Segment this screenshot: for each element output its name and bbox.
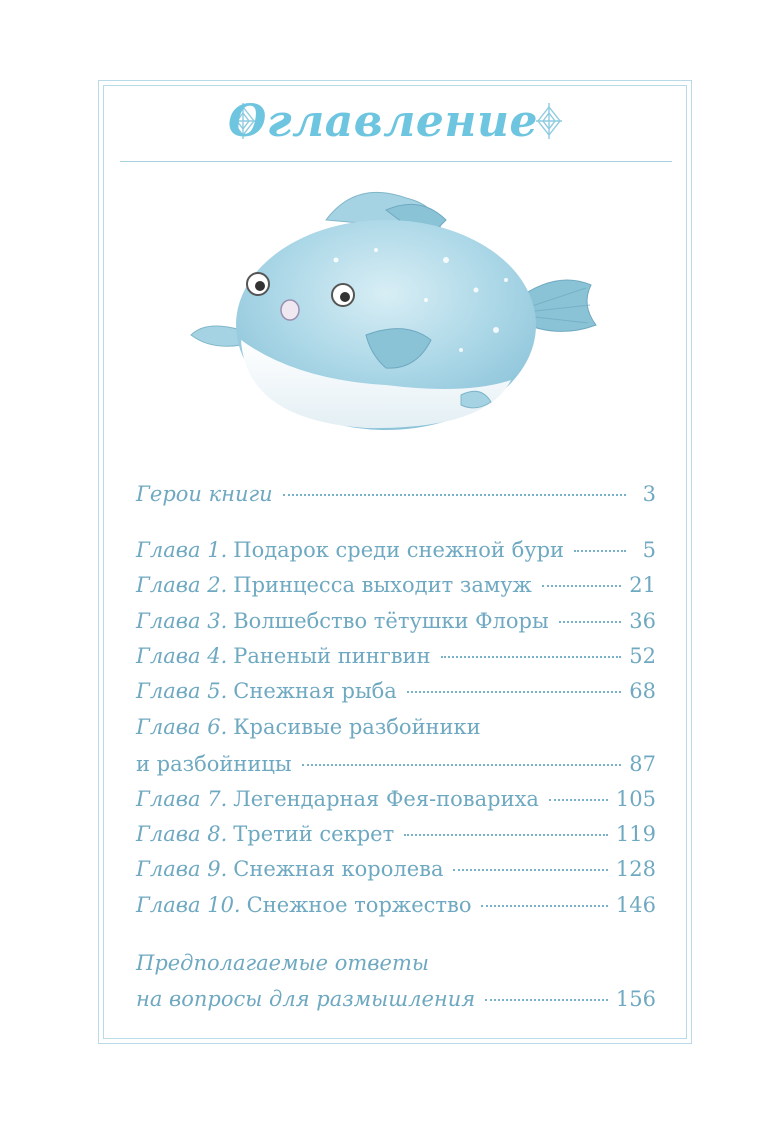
toc-chapter-label: Глава 8. (136, 822, 228, 846)
toc-row-chapter-4[interactable] (136, 644, 656, 674)
toc-page: 146 (615, 893, 656, 917)
toc-chapter-label: Глава 5. (136, 679, 228, 703)
toc-page: 36 (629, 609, 656, 633)
toc-page: 3 (642, 482, 656, 506)
toc-leader (283, 493, 626, 496)
toc-page: 105 (615, 787, 656, 811)
page-title: Оглавление (228, 96, 538, 147)
toc-row-chapter-6[interactable] (136, 715, 656, 745)
toc-chapter-title: Третий секрет (233, 822, 395, 846)
toc-row-chapter-9[interactable] (136, 857, 656, 887)
toc-chapter-title: Подарок среди снежной бури (233, 538, 565, 562)
toc-title: Герои книги (136, 482, 273, 506)
toc-page: 128 (615, 857, 656, 881)
toc-chapter-title: Красивые разбойники (233, 715, 481, 739)
toc-leader (453, 868, 607, 871)
toc-chapter-title-cont: и разбойницы (136, 752, 292, 776)
toc-page: 156 (615, 987, 656, 1011)
toc-row-chapter-10[interactable] (136, 893, 656, 923)
toc-chapter-label: Глава 4. (136, 644, 228, 668)
toc-chapter-title: Принцесса выходит замуж (233, 573, 532, 597)
toc-page: 21 (629, 573, 656, 597)
toc-row-heroes[interactable] (136, 482, 656, 512)
toc-page: 5 (642, 538, 656, 562)
toc-chapter-label: Глава 6. (136, 715, 228, 739)
toc-answers-line1: Предполагаемые ответы (136, 951, 429, 975)
toc-leader (559, 620, 622, 623)
toc-leader (542, 584, 621, 587)
toc-row-chapter-8[interactable] (136, 822, 656, 852)
toc-chapter-title: Снежная рыба (233, 679, 397, 703)
toc-row-chapter-2[interactable] (136, 573, 656, 603)
toc-chapter-title: Снежная королева (233, 857, 444, 881)
toc-leader (407, 690, 621, 693)
toc-page: 52 (629, 644, 656, 668)
toc-row-chapter-6-cont[interactable] (136, 752, 656, 782)
toc-chapter-label: Глава 2. (136, 573, 228, 597)
toc-leader (404, 833, 608, 836)
toc-row-chapter-5[interactable] (136, 679, 656, 709)
toc-chapter-label: Глава 1. (136, 538, 228, 562)
toc-row-chapter-1[interactable] (136, 538, 656, 568)
toc-chapter-title: Раненый пингвин (233, 644, 431, 668)
toc-chapter-label: Глава 3. (136, 609, 228, 633)
snow-fish-illustration (186, 180, 606, 440)
toc-chapter-label: Глава 7. (136, 787, 228, 811)
toc-chapter-title: Снежное торжество (246, 893, 472, 917)
toc-row-chapter-7[interactable] (136, 787, 656, 817)
toc-leader (574, 549, 626, 552)
toc-page: 68 (629, 679, 656, 703)
title-divider (120, 161, 672, 162)
toc-row-answers-cont[interactable] (136, 987, 656, 1017)
toc-chapter-title: Легендарная Фея-повариха (233, 787, 539, 811)
toc-row-chapter-3[interactable] (136, 609, 656, 639)
toc-leader (549, 798, 608, 801)
snowflake-ornament-right-icon (536, 103, 562, 139)
toc-answers-line2: на вопросы для размышления (136, 987, 476, 1011)
toc-leader (441, 655, 622, 658)
toc-chapter-label: Глава 9. (136, 857, 228, 881)
toc-page: 119 (615, 822, 656, 846)
toc-page: 87 (629, 752, 656, 776)
toc-chapter-label: Глава 10. (136, 893, 241, 917)
toc-leader (302, 763, 622, 766)
toc-row-answers[interactable] (136, 951, 656, 981)
toc-leader (481, 904, 607, 907)
toc-leader (485, 998, 608, 1001)
toc-chapter-title: Волшебство тётушки Флоры (233, 609, 549, 633)
